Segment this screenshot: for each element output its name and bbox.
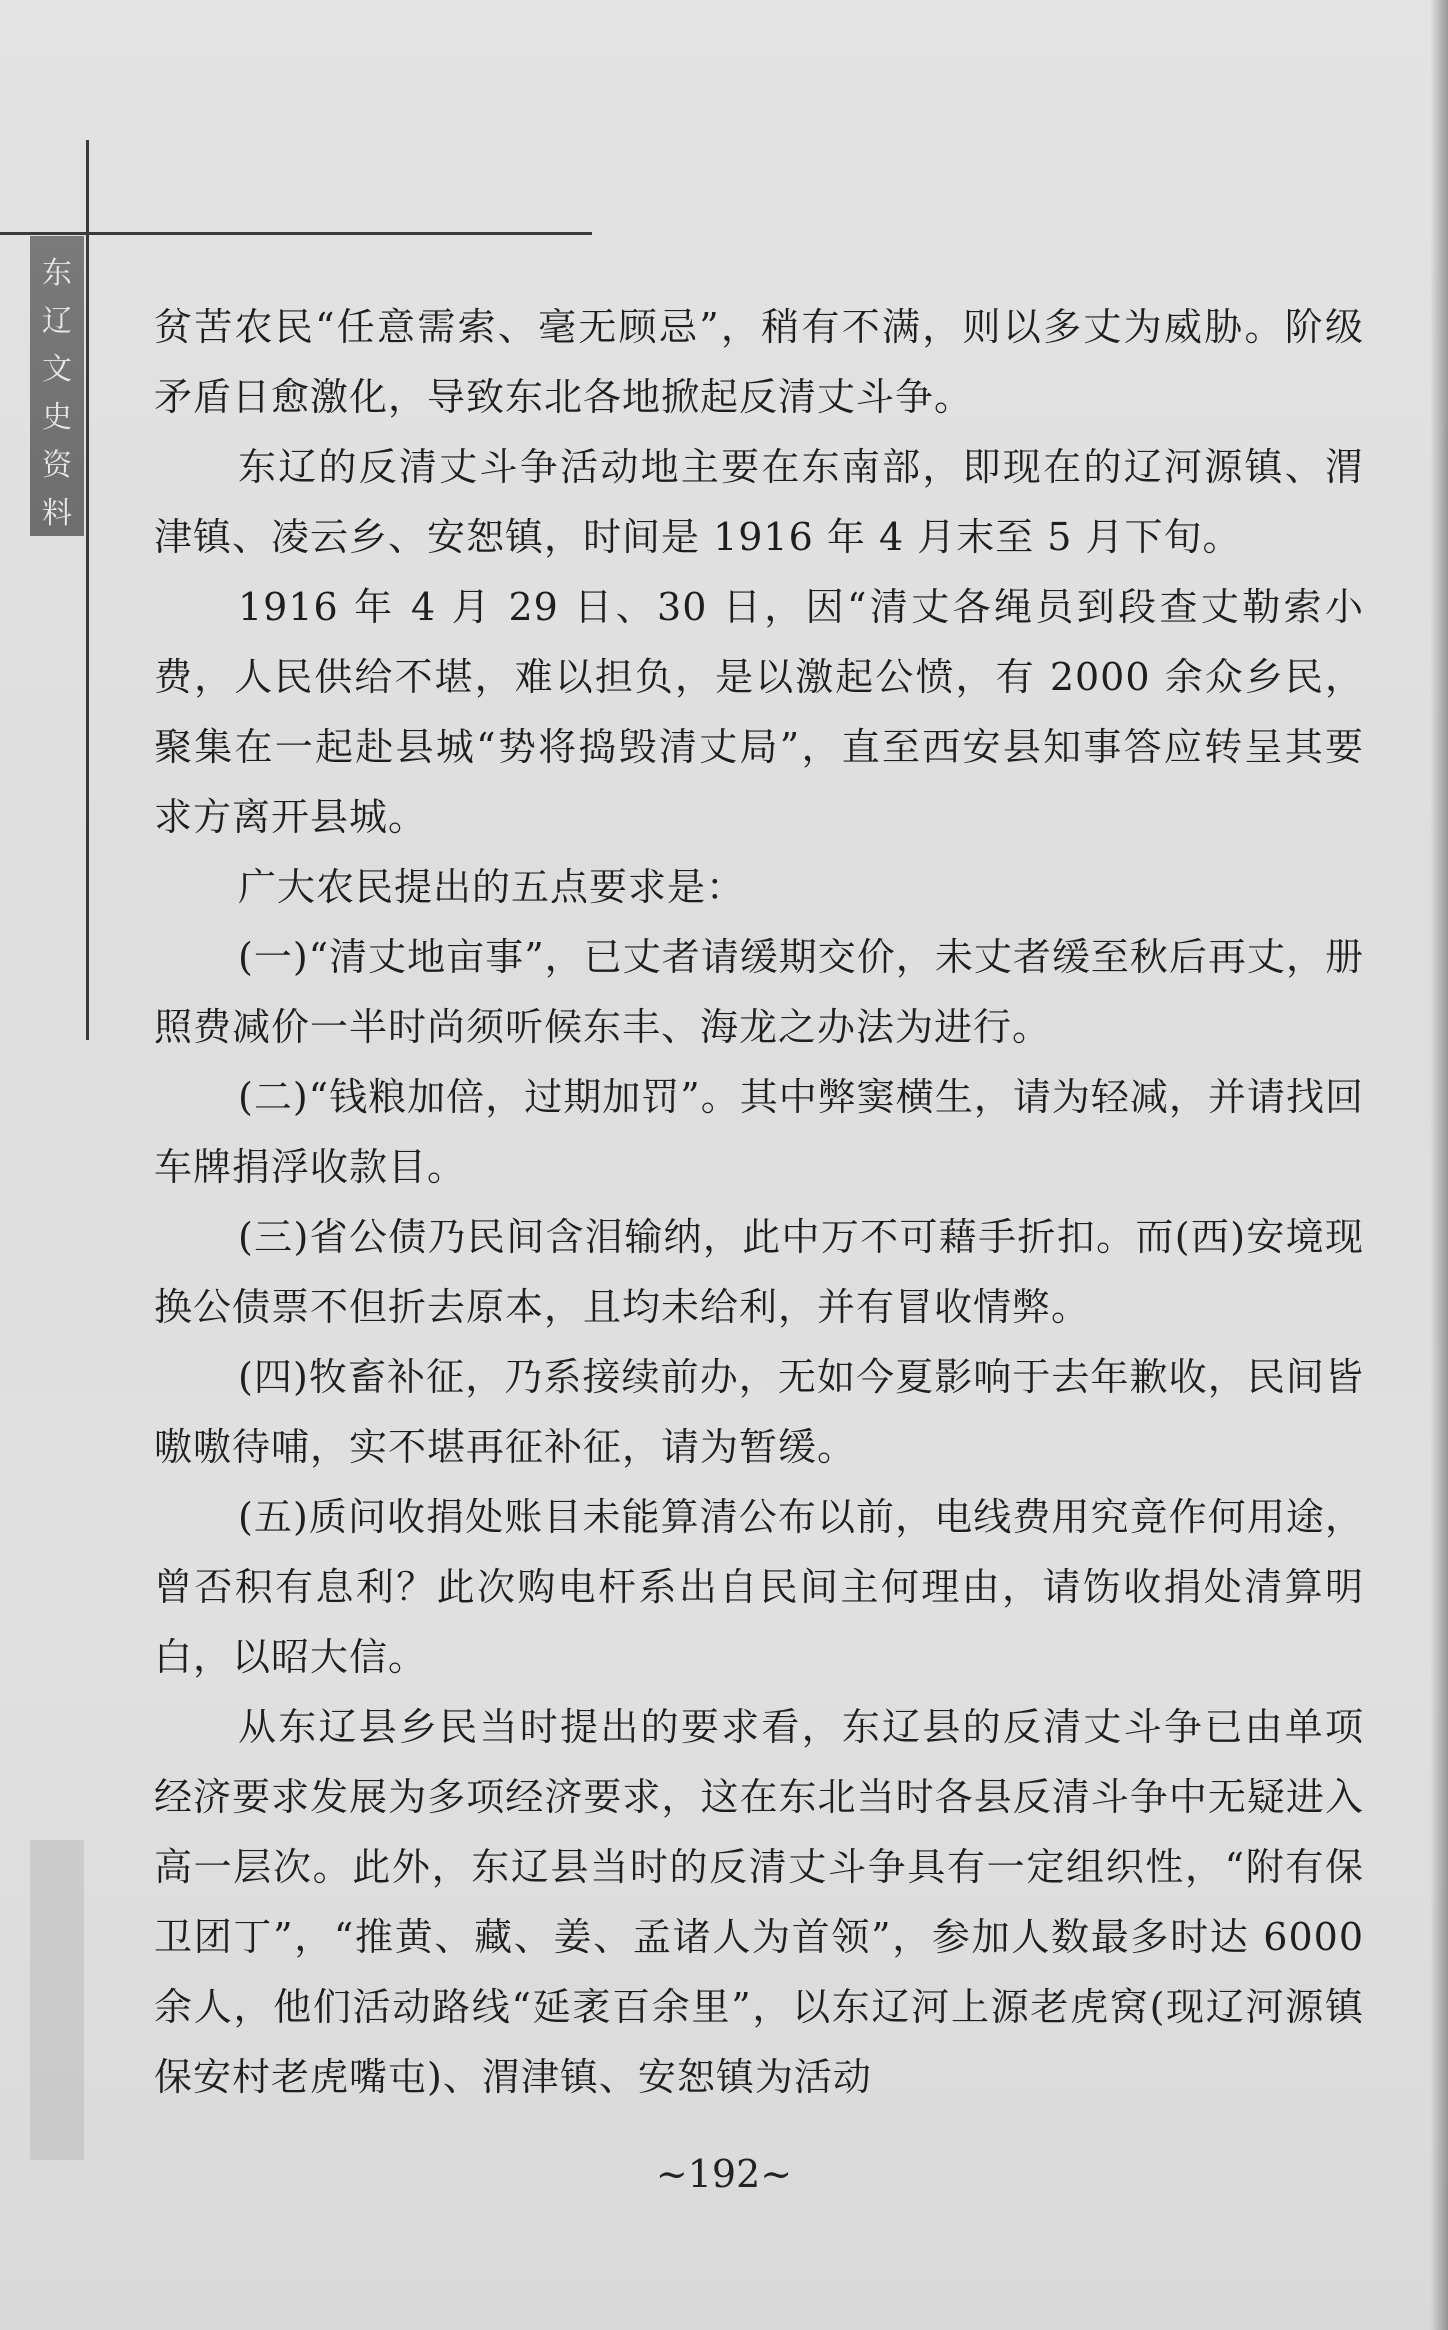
paragraph: 东辽的反清丈斗争活动地主要在东南部，即现在的辽河源镇、渭津镇、凌云乡、安恕镇，时间是 1916 年 4 月末至 5 月下旬。 bbox=[154, 445, 1364, 559]
side-tab bbox=[30, 236, 84, 536]
paragraph: 1916 年 4 月 29 日、30 日，因“清丈各绳员到段查丈勒索小费，人民供给不堪，难以担负，是以激起公愤，有 2000 余众乡民，聚集在一起赴县城“势将捣毁清丈局”，直至西安县知事答应转呈其要求方离开县城。 bbox=[154, 585, 1364, 839]
paragraph: (二)“钱粮加倍，过期加罚”。其中弊窦横生，请为轻减，并请找回车牌捐浮收款目。 bbox=[154, 1075, 1364, 1189]
side-tab-char: 东 bbox=[42, 256, 72, 291]
header-vertical-rule bbox=[86, 140, 89, 1040]
paragraph: (三)省公债乃民间含泪输纳，此中万不可藉手折扣。而(西)安境现换公债票不但折去原本，且均未给利，并有冒收情弊。 bbox=[154, 1215, 1364, 1329]
paragraph: (一)“清丈地亩事”，已丈者请缓期交价，未丈者缓至秋后再丈，册照费减价一半时尚须听候东丰、海龙之办法为进行。 bbox=[154, 935, 1364, 1049]
paragraph: (五)质问收捐处账目未能算清公布以前，电线费用究竟作何用途，曾否积有息利？此次购电杆系出自民间主何理由，请饬收捐处清算明白，以昭大信。 bbox=[154, 1495, 1364, 1679]
page-edge-shadow bbox=[1430, 0, 1448, 2330]
paragraph: 从东辽县乡民当时提出的要求看，东辽县的反清丈斗争已由单项经济要求发展为多项经济要求，这在东北当时各县反清斗争中无疑进入高一层次。此外，东辽县当时的反清丈斗争具有一定组织性，“附有保卫团丁”，“推黄、藏、姜、孟诸人为首领”，参加人数最多时达 6000 余人，他们活动路线“延袤百余里”，以东辽河上源老虎窝(现辽河源镇保安村老虎嘴屯)、渭津镇、安恕镇为活动 bbox=[154, 1705, 1364, 2099]
side-tab-char: 资 bbox=[42, 448, 72, 483]
paragraph: 贫苦农民“任意需索、毫无顾忌”，稍有不满，则以多丈为威胁。阶级矛盾日愈激化，导致东北各地掀起反清丈斗争。 bbox=[154, 305, 1364, 419]
side-tab-char: 辽 bbox=[42, 304, 72, 339]
header-horizontal-rule bbox=[0, 232, 592, 235]
side-tab-char: 史 bbox=[42, 400, 72, 435]
page-number: ~192~ bbox=[655, 2152, 793, 2196]
paragraph: 广大农民提出的五点要求是： bbox=[238, 865, 746, 909]
body-text bbox=[154, 292, 1364, 2112]
bleed-through-mark bbox=[30, 1840, 84, 2160]
side-tab-char: 文 bbox=[42, 352, 72, 387]
paragraph: (四)牧畜补征，乃系接续前办，无如今夏影响于去年歉收，民间皆嗷嗷待哺，实不堪再征补征，请为暂缓。 bbox=[154, 1355, 1364, 1469]
side-tab-char: 料 bbox=[42, 496, 72, 531]
